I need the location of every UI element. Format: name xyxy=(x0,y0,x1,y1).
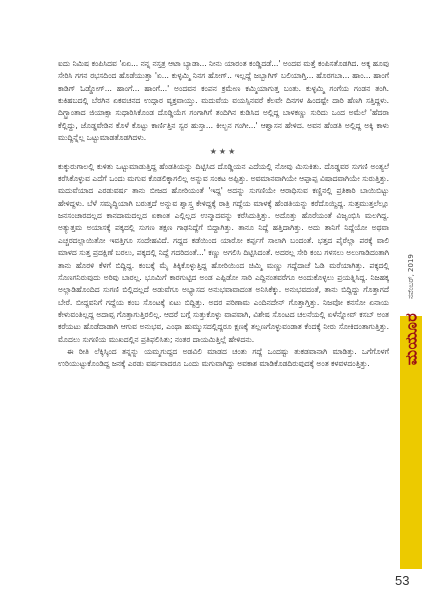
magazine-logo xyxy=(400,308,422,370)
magazine-logo-text: ಮಯೂರ xyxy=(401,312,420,366)
story-text-column xyxy=(58,58,389,371)
issue-date xyxy=(400,246,422,306)
page-number: 53 xyxy=(395,573,410,588)
story-paragraph: ಕುಕ್ಕುರುಗಾಲಲ್ಲಿ ಕುಳಿತು ಒಟ್ಟುಮಾಡುತ್ತಿದ್ದ ಹೆಂಡತಿಯನ್ನು ದಿಟ್ಟಿಸಿದ ದೊಡ್ಡಿಯನ ಎದೆಯಲ್ಲಿ ನೋವು ಮಿಸುಕಿತು. ದೊಡ್ಡವರ ಸುಗಣಿ ಅಂತ್ಯಲೆ ಕರೆಸಿಕೊಳ್ಳುವ ಎದೆಗೆ ಒಂದು ಮಗುವ ಕೊಡಲಿಕ್ಕಾಗಲಿಲ್ಲ ಅನ್ನುವ ಸಂಕಟ ಅಪ್ಪಿತ್ತು. ಅವಮಾನವಾಗಿಯೇ ಆಪ್ಪಾಪ್ಪ ವಿಷಾದವಾಗಿಯೇ ಸುರುತ್ತಿತ್ತು. ಮದುವೆಯಾದ ಎರಡುವರ್ಷ ತಾನು ಬೀಜದ ಹೋರಿಯಂತೆ 'ಇದ್ದ' ಅದನ್ನು ಸುಗಣಿಯೇ ಆರಾಧಿಸುವ ಕಣ್ಣಿನಲ್ಲಿ ಪ್ರತಿಕಾರಿ ಬಾಯಿಬಿಟ್ಟು ಹೇಳಿದ್ದಳು. ಬೆಳೆ ಸಮೃದ್ಧಿಯಾಗಿ ಬರುತ್ತದೆ ಅನ್ನುವ ಶ್ವಾಸ್ತ್ರ ಕೇಳಿದ್ದಕ್ಕೆ ರಾತ್ರಿ ಗದ್ದೆಯ ಮಾಳಕ್ಕೆ ಹೆಂಡತಿಯನ್ನು ಕರೆದೊಯ್ದಿದ್ದ. ಸುತ್ತಮುತ್ತಲೆಲ್ಲೂ ಜನಸಂಚಾರದಲ್ಲದ ಕಾನದಾಮದಲ್ಲದ ಏಕಾಂತ ಎಲ್ಲಿಲ್ಲದ ಉನ್ಮಾದವನ್ನು ಕರೆಸಿದುತ್ತಿತ್ತು. ಅದೊತ್ತು ಹೊರೆಯಂತೆ ವಿಜೃಂಭಿಸಿ ಮಲಗಿದ್ದ. ಅತ್ಯುತ್ತಮ ಅಯಾಸಕ್ಕೆ ಪಕ್ಕದಲ್ಲಿ ಸುಗಣ ತಕ್ಷಣ ಗಾಢನಿದ್ದೆಗೆ ಬಿದ್ದಾಗಿತ್ತು. ತಾನೂ ನಿದ್ದೆ ಹತ್ತಿದಾಗಿತ್ತು. ಅದು ತಾನಿಗೆ ನಿದ್ದೆಯೋ ಅಥವಾ ಎಚ್ಚರದಲ್ಲಾಯಿತೋ ಇವತ್ತಿಗೂ ಸಂದೇಹವಿದೆ. ಗದ್ದದ ಕಡೆಯಿಂದ ಯಾರೋ ಕರ್ಪ್ಪಗೆ ಸಾಲಾಗಿ ಬಂದಂತೆ. ಭತ್ತದ ಪೈರೆಲ್ಲಾ ಪರಕ್ಕೆ ವಾಲಿ ಮಾಳದ ಸುತ್ತ ಪ್ರದಕ್ಷಿಣೆ ಬರಲು, ಪಕ್ಕದಲ್ಲಿ ನಿದ್ದೆ ಗದರಿದಂತೆ...' ಕಣ್ಣು ಅಗಲಿಸಿ ದಿಟ್ಟಿಸಿದಂತೆ. ಅದರಲ್ಲ ಸೇರಿ ಕಂಬ ಗಳಸಲು ಅಲುಗಾಡಿದಂತಾಗಿ ತಾನು ಹೊರಳಿ ಕೆಳಗೆ ಬಿದ್ದಿದ್ದ. ಕಂಬಕ್ಕೆ ಮೈ ತಿಕ್ಕಿಕೊಳ್ಳುತ್ತಿದ್ದ ಹೋರಿಯಿಂದ ಚಿಮ್ಮಿ ಮಣ್ಣು ಗದ್ದೆದಾಚೆ ಓಡಿ ಮರೆಯಾಗಿತ್ತು. ಪಕ್ಕದಲ್ಲಿ ಸೊಣಗನಿರುವುದು ಅರಿವು ಬಾರಲ್ಲ. ಭೂಮಿಗೆ ಕಾರಗುಟ್ಟಿದ ಅಂಡ ಎಪ್ಪಿಡೋ ಸಾರಿ ಎದ್ದಿನಂತವರೆಗೂ ಅಂದುಕೊಳ್ಳಲು ಪ್ರಯತ್ನಿಸಿದ್ದ. ನಿಜಹಕ್ಕ ಅಲ್ಲಾಡಿಹೊಂದಿದ ಸುಗಣಿ ಬಿಲ್ಲಿದಲ್ಲದೆ ಅಡುವೆಗೂ ಅಭ್ಯಾಸದ ಅನುಭವಾವಾದಂತ ಅನಿಸಿಕೆಕ್ಕು. ಅನುಭವದಂತೆ, ತಾನು ಬಿದ್ದಿದ್ದು ಗೊತ್ತಾಗದೆ ಬೇರೆ. ಬೀದ್ದವನಿಗೆ ಗದ್ದೆಯ ಕಂಬ ಸೊಂಟಕ್ಕೆ ಏಟು ಬಿದ್ದಿತ್ತು. ಅದರ ಪರಿಣಾಮ ಎಂದಿನದೇನ್ ಗೊತ್ತಾಗ್ತಿತ್ತು. ನಿಜವೋ ಕನಸೋ ಏನಾಯ ಕೇಳುವಂತಿಲ್ಲದ್ದ ಅದಾವ್ಸ ಗೊತ್ತಾಗುತ್ತಿರಲಿಲ್ಲ. ಆದರೆ ಬಗ್ಗೆ ಸುತ್ತುಕೊಳ್ಳು ವಾಪವಾಗಿ, ವಿಶೇಷ ಸೊಂಟದ ಚಲನೆಯಲ್ಲಿ ಏಳೆನ್ನೋವ್ ಕಸಬ್ ಅಂತ ಕರೆಯಟು ಹೊಡೆದಾಡಾಗಿ ಆಗುವ ಅನುಭವ, ಎಂಥಾ ಹುಮ್ಮುಸದಲ್ಲಿದ್ದರೂ ಕ್ಷಣಕ್ಕೆ ತಲ್ಲಣಗೊಳ್ಳುವಂಡಾತ ಕೆಂದಕ್ಕೆ ನೀರು ಸೋಕಿದಂತಾಗುತ್ತಿತ್ತು. ಮೊದಲು ಸುಗಣಿಯ ಮುಖದಲ್ಲಿನ ಪ್ರತಿಫಲಿಸಿತು; ನಂತರ ದಾಯಮಿತ್ತಿಲ್ಲೆ ಹೇಳಿದನು. xyxy=(58,161,389,344)
story-paragraph: ಈ ರೀತಿ ಲೆಕ್ಕಿಸ್ಕಿಂದ ತನ್ನನ್ನು ಯಮ್ಮಗುದ್ದದ ಅಡವಿಲಿ ಮಾಡದ ಚಂತು ಗದ್ದೆ ಒಂದಷ್ಟು ತುಕಡವಾನಾಗಿ ಮಾಡಿತ್ತು. ಒಗೆಗೊಳಗೆ ಉರಿಯುಟ್ಟುಕೊಂಡಿದ್ದ ಜನಕ್ಕೆ ಎರಡು ವರ್ಷವಾದರೂ ಒಂದು ಮಗುವಾಗಿದ್ದು ಅವಕಾಶ ಮಾಡಿಕೊಡದಿರುವುದಕ್ಕೆ ಅಂತ ಕಳವಳದಂತ್ತಿತ್ತು. xyxy=(58,346,389,369)
story-paragraph: ಐದು ನಿಮಿಷ ಕಂಪಿಸಿದವ 'ಏಏ... ನನ್ನ ನಸ್ತತ್ರ ಆಟಾ ಬ್ಯಾಡಾ... ನೀನು ಯಾರಂತ ಕಂಡ್ಡಿದಡೆ...' ಅಂದವ ಮತ್ತೆ ಕಂಪಿಸತೊಡಗಿದ. ಅಕ್ಕ ಹೂವು ಸೇರಿಸಿ ಗಗನ ರಭಸದಿಂದ ಹೊಡೆಯುತ್ತಾ 'ಏ... ಕುಳ್ಳಮ್ಮಿ ನಿನಗ ಹೋಗ್.. ಇಲ್ಲದ್ದೆ ಜಬ್ಬಾಗಿಗ್ ಬಲಿಯಾಗ್ತಿ... ಹೊರಗಬಾ... ಹಾಂ... ಹಾಂಗೆ ಕಾಡಿಗ್ ಓಡ್ಡೋಗ್... ಹಾಂಗೆ... ಹಾಂಗೆ...' ಅಂದವನ ಕಂಪನ ಕ್ರಮೇಣ ಕಮ್ಮಿಯಾಗುತ್ತ ಬಂತು. ಕುಳ್ಳಮ್ಮಿ ಗಂಗೆಯ ಗಂಡನ ತಂಗಿ. ಕುಕಿಹಬದಲ್ಲಿ ಬೆರಗಿನ ಏಕವಚನದ ಉದ್ಗಾರ ವ್ಯಕ್ತವಾಯ್ತು. ಮದುವೆಯ ವಯಸ್ಸಿನವರೆ ಕೆಲವೇ ದಿನಗಳ ಹಿಂದಷ್ಟೇ ದಾರಿ ಹೆಣಗಿ ಸತ್ತಿದ್ದಳು. ದಿಗ್ಭ್ರಾಂತಾದ ಜಿಯಾಕ್ಸಾ ಸುಧಾರಿಸಿಕೊಂಡ ದೊಡ್ಡಿಯೆಗ ಗಂಗಾಗಿಗೆ ತಂದಿಗಿನ ಕುಡಿಸಿದ ಅಲ್ಲಿದ್ದ ಬಾಳಕಣ್ಣು ಸುರಿದು ಒಂದ ಅಮೆಲೆ 'ಹೆದರಾ ಕೆಲ್ಲಿದ್ದು, ಜೊಡ್ಡವೇಡಿನ ಕೊಳೆ ಕೊಟ್ಟು ಕಾರ್ಣಿತ್ತಿನ ಸ್ವರ ಹುಸ್ತಾ... ಕೀಲ್ಬನ ಗಂಗೀ...' ಆಶ್ವಾಸನ ಹೇಳಿದ. ಅವನ ಹೆಂಡತಿ ಅಲ್ಲಿದ್ದ ಅಕ್ಕಿ ಕಾಳು ಮುದ್ದಿನ್ನೆಲ್ಲ ಒಟ್ಟುಮಾಡತೊಡಗಿದಳು. xyxy=(58,59,389,143)
issue-date-text: ನವೆಂಬರ್, 2019 xyxy=(406,253,415,299)
section-divider-stars: ★★★ xyxy=(209,147,238,157)
